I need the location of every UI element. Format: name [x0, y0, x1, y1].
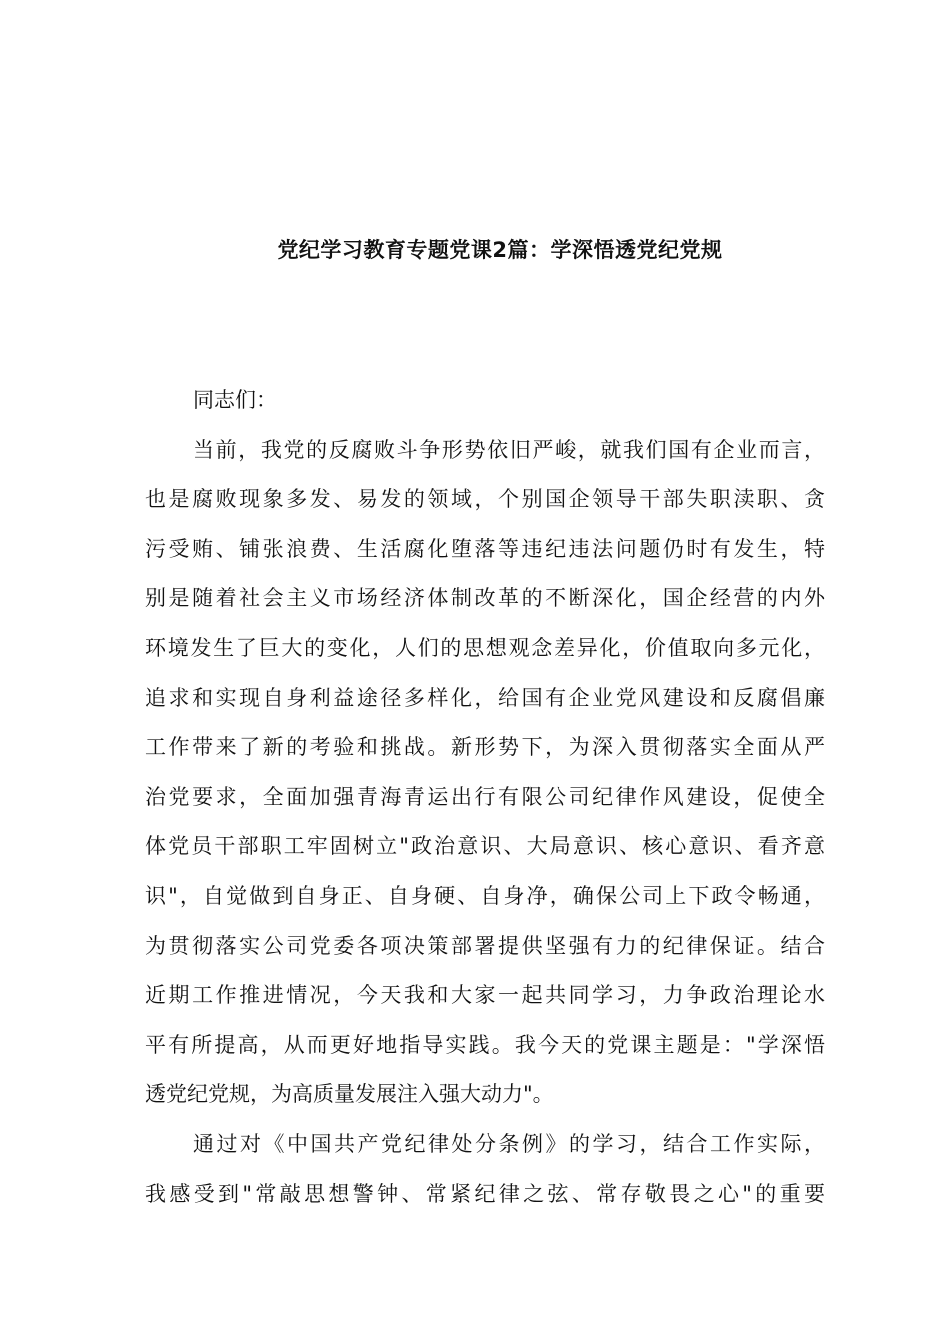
- paragraph-line: 透党纪党规，为高质量发展注入强大动力"。: [145, 1082, 554, 1107]
- paragraph-line: 通过对《中国共产党纪律处分条例》的学习，结合工作实际，: [193, 1131, 825, 1156]
- paragraph-line: 体党员干部职工牢固树立"政治意识、大局意识、核心意识、看齐意: [145, 834, 825, 859]
- paragraph-line: 也是腐败现象多发、易发的领域，个别国企领导干部失职渎职、贪: [145, 487, 825, 512]
- paragraph-line: 当前，我党的反腐败斗争形势依旧严峻，就我们国有企业而言，: [193, 437, 825, 462]
- document-body: [145, 376, 825, 1219]
- paragraph-line: 治党要求，全面加强青海青运出行有限公司纪律作风建设，促使全: [145, 784, 825, 809]
- paragraph-line: 工作带来了新的考验和挑战。新形势下，为深入贯彻落实全面从严: [145, 735, 825, 760]
- paragraph-line: 为贯彻落实公司党委各项决策部署提供坚强有力的纪律保证。结合: [145, 933, 825, 958]
- document-title: 党纪学习教育专题党课2篇：学深悟透党纪党规: [277, 238, 723, 262]
- paragraph-line: 环境发生了巨大的变化，人们的思想观念差异化，价值取向多元化，: [145, 635, 825, 660]
- paragraph-line: 平有所提高，从而更好地指导实践。我今天的党课主题是："学深悟: [145, 1032, 825, 1057]
- paragraph-line: 近期工作推进情况，今天我和大家一起共同学习，力争政治理论水: [145, 983, 825, 1008]
- paragraph-line: 别是随着社会主义市场经济体制改革的不断深化，国企经营的内外: [145, 586, 825, 611]
- paragraph-line: 识"，自觉做到自身正、自身硬、自身净，确保公司上下政令畅通，: [145, 883, 825, 908]
- paragraph-line: 污受贿、铺张浪费、生活腐化堕落等违纪违法问题仍时有发生，特: [145, 536, 825, 561]
- paragraph-line: 我感受到"常敲思想警钟、常紧纪律之弦、常存敬畏之心"的重要: [145, 1181, 825, 1206]
- paragraph-line: 追求和实现自身利益途径多样化，给国有企业党风建设和反腐倡廉: [145, 685, 825, 710]
- greeting-line: 同志们：: [193, 388, 277, 412]
